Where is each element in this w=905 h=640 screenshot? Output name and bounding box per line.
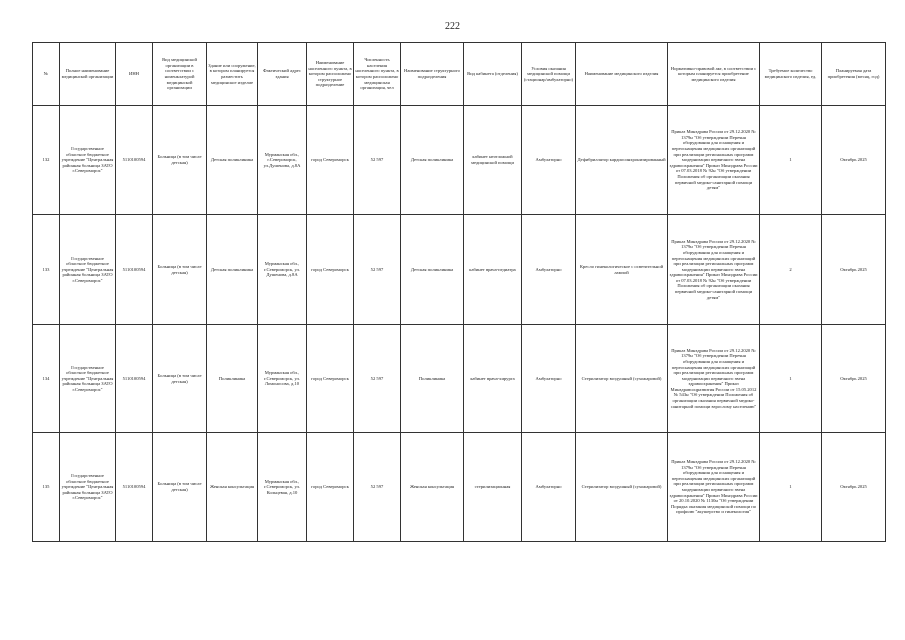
device-name: Дефибриллятор кардиосинхронизированный xyxy=(576,106,668,215)
row-number: 133 xyxy=(33,215,60,325)
conditions: Амбулаторно xyxy=(522,433,576,542)
legal-act: Приказ Минздрава России от 29.12.2020 № 1379н "Об утверждении Перечня оборудования для оснащения и переоснащения медицинских организаций при реализации региональных программ модернизации первичного звена здравоохранения" Приказ Минздрава России от 20.10.2020 № 1130н "Об утверждении Порядка оказания медицинской помощи по профилю "акушерство и гинекология" xyxy=(668,433,760,542)
header-cell: Здание или сооружение, в котором планируется разместить медицинское изделие xyxy=(207,43,258,106)
quantity: 1 xyxy=(760,106,822,215)
conditions: Амбулаторно xyxy=(522,325,576,433)
purchase-date: Октябрь 2025 xyxy=(822,215,886,325)
org-type: Больница (в том числе детская) xyxy=(153,433,207,542)
org-name: Государственное областное бюджетное учреждение "Центральная районная больница ЗАТО г.Североморск" xyxy=(60,106,116,215)
org-name: Государственное областное бюджетное учреждение "Центральная районная больница ЗАТО г.Североморск" xyxy=(60,433,116,542)
inn: 5110100594 xyxy=(116,215,153,325)
org-name: Государственное областное бюджетное учреждение "Центральная районная больница ЗАТО г.Североморск" xyxy=(60,325,116,433)
locality: город Североморск xyxy=(307,106,354,215)
legal-act: Приказ Минздрава России от 29.12.2020 № 1379н "Об утверждении Перечня оборудования для оснащения и переоснащения медицинских организаций при реализации региональных программ модернизации первичного звена здравоохранения" Приказ Минздравсоцразвития России от 15.05.2012 № 543н "Об утверждении Положения об организации оказания первичной медико-санитарной помощи взрослому населению" xyxy=(668,325,760,433)
population: 52 597 xyxy=(354,106,401,215)
cabinet: кабинет врача-хирурга xyxy=(464,325,522,433)
address: Мурманская обл., г.Североморск, ул. Ломоносова, д.10 xyxy=(258,325,307,433)
header-cell: Численность населения населенного пункта, в котором расположено медицинская организация, чел xyxy=(354,43,401,106)
building: Детская поликлиника xyxy=(207,106,258,215)
conditions: Амбулаторно xyxy=(522,106,576,215)
page-number: 222 xyxy=(445,21,460,32)
purchase-date: Октябрь 2025 xyxy=(822,325,886,433)
table-row xyxy=(33,433,886,542)
conditions: Амбулаторно xyxy=(522,215,576,325)
header-cell: ИНН xyxy=(116,43,153,106)
org-type: Больница (в том числе детская) xyxy=(153,106,207,215)
population: 52 597 xyxy=(354,215,401,325)
header-cell: Наименование населенного пункта, в котором расположено структурное подразделение xyxy=(307,43,354,106)
quantity: 2 xyxy=(760,215,822,325)
legal-act: Приказ Минздрава России от 29.12.2020 № 1379н "Об утверждении Перечня оборудования для оснащения и переоснащения медицинских организаций при реализации региональных программ модернизации первичного звена здравоохранения" Приказ Минздрава России от 07.03.2018 № 92н "Об утверждении Положения об организации оказания первичной медико-санитарной помощи детям" xyxy=(668,106,760,215)
org-name: Государственное областное бюджетное учреждение "Центральная районная больница ЗАТО г.Североморск" xyxy=(60,215,116,325)
locality: город Североморск xyxy=(307,325,354,433)
inn: 5110100594 xyxy=(116,433,153,542)
cabinet: кабинет врача-педиатра xyxy=(464,215,522,325)
header-cell: Фактический адрес здания xyxy=(258,43,307,106)
unit: Детская поликлиника xyxy=(401,215,464,325)
table-row xyxy=(33,106,886,215)
inn: 5110100594 xyxy=(116,325,153,433)
unit: Поликлиника xyxy=(401,325,464,433)
header-cell: № xyxy=(33,43,60,106)
row-number: 135 xyxy=(33,433,60,542)
quantity: 1 xyxy=(760,325,822,433)
unit: Детская поликлиника xyxy=(401,106,464,215)
purchase-date: Октябрь 2025 xyxy=(822,106,886,215)
header-cell: Нормативно-правовой акт, в соответствии с которым планируется приобретение медицинского изделия xyxy=(668,43,760,106)
inn: 5110100594 xyxy=(116,106,153,215)
device-name: Кресло гинекологическое с осветительной лампой xyxy=(576,215,668,325)
row-number: 134 xyxy=(33,325,60,433)
table-header-row xyxy=(33,43,886,106)
header-cell: Наименование медицинского изделия xyxy=(576,43,668,106)
population: 52 597 xyxy=(354,325,401,433)
unit: Женская консультация xyxy=(401,433,464,542)
population: 52 597 xyxy=(354,433,401,542)
purchase-date: Октябрь 2025 xyxy=(822,433,886,542)
address: Мурманская обл., г.Североморск, ул.Душенова, д.8А xyxy=(258,106,307,215)
header-cell: Полное наименование медицинской организации xyxy=(60,43,116,106)
header-cell: Наименование структурного подразделения xyxy=(401,43,464,106)
header-cell: Требуемое количество медицинского изделия, ед. xyxy=(760,43,822,106)
table-row xyxy=(33,215,886,325)
header-cell: Вид кабинета (отделения) xyxy=(464,43,522,106)
address: Мурманская обл., г.Североморск, ул. Кольцевая, д.10 xyxy=(258,433,307,542)
org-type: Больница (в том числе детская) xyxy=(153,325,207,433)
org-type: Больница (в том числе детская) xyxy=(153,215,207,325)
quantity: 1 xyxy=(760,433,822,542)
building: Детская поликлиника xyxy=(207,215,258,325)
cabinet: стерилизационная xyxy=(464,433,522,542)
row-number: 132 xyxy=(33,106,60,215)
header-cell: Вид медицинской организации в соответствии с номенклатурой медицинской организации xyxy=(153,43,207,106)
locality: город Североморск xyxy=(307,215,354,325)
header-cell: Планируемая дата приобретения (месяц, год) xyxy=(822,43,886,106)
device-name: Стерилизатор воздушный (сухожаровой) xyxy=(576,325,668,433)
table-row xyxy=(33,325,886,433)
equipment-register-table xyxy=(32,42,886,542)
device-name: Стерилизатор воздушный (сухожаровой) xyxy=(576,433,668,542)
locality: город Североморск xyxy=(307,433,354,542)
header-cell: Условия оказания медицинской помощи (стационар/амбулаторно) xyxy=(522,43,576,106)
address: Мурманская обл., г.Североморск, ул. Душенова, д.8А xyxy=(258,215,307,325)
building: Поликлиника xyxy=(207,325,258,433)
building: Женская консультация xyxy=(207,433,258,542)
cabinet: кабинет неотложной медицинской помощи xyxy=(464,106,522,215)
legal-act: Приказ Минздрава России от 29.12.2020 № 1379н "Об утверждении Перечня оборудования для оснащения и переоснащения медицинских организаций при реализации региональных программ модернизации первичного звена здравоохранения" Приказ Минздрава России от 07.03.2018 № 92н "Об утверждении Положения об организации оказания первичной медико-санитарной помощи детям" xyxy=(668,215,760,325)
